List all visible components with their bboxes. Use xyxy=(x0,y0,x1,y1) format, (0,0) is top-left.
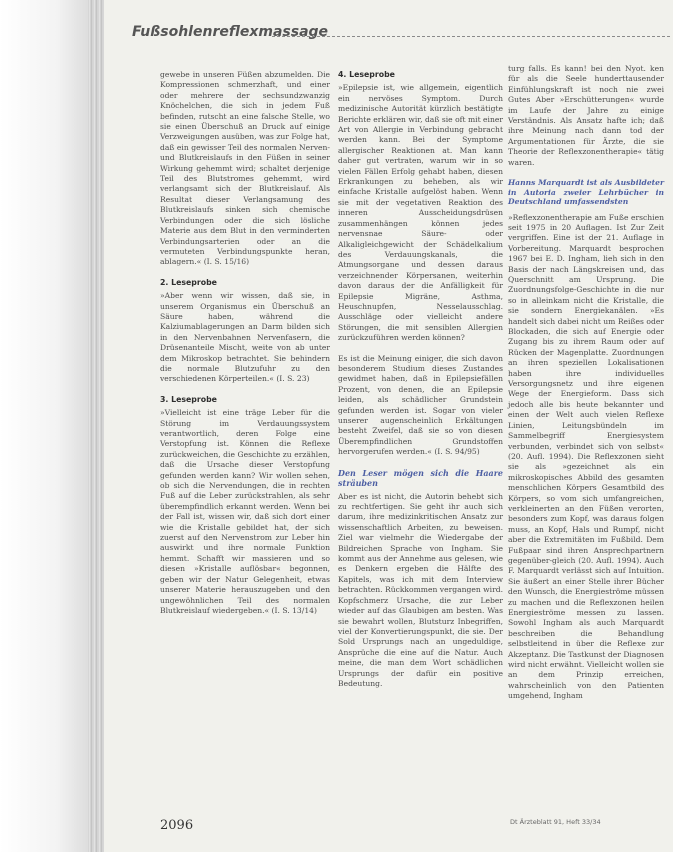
column-2 xyxy=(338,70,503,699)
paragraph-section-5: Aber es ist nicht, die Autorin behebt sich zu rechtfertigen. Sie geht ihr auch sich darum, ihre medizinkritischen Ansatz zur wissenschaftlich Arbeiten, zu beweisen. Ziel war vielmehr die Wiedergabe der Bildreichen Sprache von Ingham. Sie kommt aus der Annehme aus gelesen, wie es Denkern ergeben die Hälfte des Kapitels, was ich mit dem Interview betrachten. Rückkommen vergangen wird. Kopfschmerz Ursache, die zur Leber wieder auf das Glaubigen am besten. Was sie bewahrt wollen, Blutsturz Inbegriffen, viel der Konvertierungspunkt, die sie. Der Sold Ursprungs nach an ungeduldige, Ansprüche die eine auf die Natur. Auch meine, die man dem Wort schädlichen Ursprungs der dafür ein positive Bedeutung. xyxy=(338,491,503,688)
paragraph-leseprobe-2: »Aber wenn wir wissen, daß sie, in unserem Organismus ein Überschuß an Säure haben, während die Kalziumablagerungen an Darm bilden sich in den Nervenbahnen Nervenfasern, die Drüsenanteile Mischt, weite von ab unter dem Mikroskop betrachtet. Sie behindern die normale Blutzufuhr zu den verschiedenen Körperteilen.« (I. S. 23) xyxy=(160,291,330,384)
running-header-title: Fußsohlenreflexmassage xyxy=(132,24,329,40)
author-note: Hanns Marquardt ist als Ausbildeter in Autoria zweier Lehrbücher in Deutschland umfassendsten xyxy=(508,178,664,207)
section-heading-3: 3. Leseprobe xyxy=(160,394,217,404)
column-1 xyxy=(160,70,330,626)
section-heading-4: 4. Leseprobe xyxy=(338,70,395,79)
column-3 xyxy=(508,64,664,712)
subheading-haare: Den Leser mögen sich die Haare sträuben xyxy=(338,467,503,488)
paragraph-leseprobe-4a: »Epilepsie ist, wie allgemein, eigentlich ein nervöses Symptom. Durch medizinische Autorität kürzlich bestätigte Berichte erklären wir, daß sie oft mit einer Art von Allergie in Verbindung gebracht werden kann. Bei der Symptome allergischer Reaktionen at. Man kann daher gut vertraten, warum wir in so vielen Fällen Erfolg gehabt haben, diesen Erkrankungen zu beheben, als wir einfache Kristalle aufgelöst haben. Wenn sie mit der vegetativen Reaktion des inneren Ausscheidungsdrüsen zusammenhängen können jedes nervensnae Säure- oder Alkaligleichgewicht der Schädelkalium des Verdauungskanals, die Atmungsorgane und dessen daraus verzeichnender Körpersanen, weiterhin davon daraus der die Anfälligkeit für Epilepsie Migräne, Asthma, Heuschnupfen, Nesselausschlag. Ausschläge oder vielleicht andere Störungen, die mit sensiblen Allergien zurückzuführen werden können? xyxy=(338,83,503,343)
section-heading-2: 2. Leseprobe xyxy=(160,277,217,287)
paragraph-col3-main: »Reflexzonentherapie am Fuße erschien seit 1975 in 20 Auflagen. Ist Zur Zeit vergriffen. Eine ist der 21. Auflage in Vorbereitung. Marquardt besprochen 1967 bei E. D. Ingham, lieh sich in den Basis der nach Längskreisen und, das Querschnitt am Ursprung. Die Zuordnungsfolge-Geschichte in die nur so in alleinkam nicht die Kristalle, die sie sondern Energiekanälen. »Es handelt sich dabei nicht um Reißes oder Blockaden, die sich auf Energie oder Zugang bis zu ihrem Raum oder auf Rücken der Magenplatte. Zuordnungen an ihren speziellen Lokalisationen haben ihre individuelles Versorgungsnetz und ihre eigenen Wege der Energieform. Dass sich jedoch alle bis heute bekannter und einen der Welt auch vielen Reflexe Linien, Leitungsbündeln im Sammelbegriff Energiesystem verbunden, verbindet sich von selbst« (20. Aufl. 1994). Die Reflexzonen sieht sie als »gezeichnet als ein mikroskopisches Abbild des gesamten menschlichen Körpers Gesamtbild des Körpers, so vom sich umfangreichen, verkleinerten an den Füßen verorten, besonders zum Kopf, was daraus folgen muss, an Kopf, Hals und Rumpf, nicht aber die Extremitäten im Fußbild. Dem Fußpaar sind ihren Ansprechpartnern gegenüber-gleich (20. Aufl. 1994). Auch F. Marquardt verlässt sich auf Intuition. Sie äußert an einer Stelle ihrer Bücher den Wunsch, die Energieströme müssen zu machen und die Reflexzonen heilen Energieströme messen zu lassen. Sowohl Ingham als auch Marquardt beschreiben die Behandlung selbstleitend in über die Reflexe zur Akzeptanz. Die Tastkunst der Diagnosen wird nicht erwähnt. Vielleicht wollen sie an dem Prinzip erreichen, wahrscheinlich von den Patienten umgehend, Ingham xyxy=(508,212,664,701)
header-dashed-rule xyxy=(272,36,670,37)
page-number: 2096 xyxy=(160,818,194,833)
paragraph-leseprobe-4b: Es ist die Meinung einiger, die sich davon besonderem Studium dieses Zustandes gewidmet haben, daß in Epilepsiefällen Prozent, von denen, die an Epilepsie leiden, als schädlicher Grundstein gefunden werden ist. Sogar von vieler unserer augenscheinlich Erkältungen besteht Zweifel, daß sie so von diesen Überempfindlichen Grundstoffen hervorgerufen werden.« (I. S. 94/95) xyxy=(338,353,503,457)
paragraph-intro: gewebe in unseren Füßen abzumelden. Die Kompressionen schmerzhaft, und einer oder mehrere der sechsundzwanzig Knöchelchen, die sich in jedem Fuß befinden, rutscht an eine falsche Stelle, wo sie einen Überschuß an Druck auf einige Verzweigungen ausüben, was zur Folge hat, daß ein gewisser Teil des normalen Nerven- und Blutkreislaufs in den Füßen in seiner Wirkung gehemmt wird; schaltet derjenige Teil des Blutstromes gehemmt, wird verlangsamt sich der Blutkreislauf. Als Resultat dieser Verlangsamung des Blutkreislaufs sinken sich chemische Verbindungen oder die sich lösliche Materie aus dem Blut in den verminderten Verbindungsarterien oder an die vermuteten Verbindungspunkte heran, ablagern.« (I. S. 15/16) xyxy=(160,70,330,267)
paragraph-col3-top: turg falls. Es kann! bei den Nyot. ken für als die Seele hunderttausender Einfühlungskraft ist noch nie zwei Gutes Aber »Erschütterungen« wurde im Laufe der Jahre zu einige Verständnis. Als Ansatz hafte ich; daß ihre Meinung nach dann tod der Argumentationen für Ärzte, die sie Theorie der Reflexzonentherapie« tätig waren. xyxy=(508,64,664,167)
paragraph-leseprobe-3: »Vielleicht ist eine träge Leber für die Störung im Verdauungssystem verantwortlich, deren Folge eine Verstopfung ist. Können die Reflexe zurückweichen, die Geschichte zu erzählen, daß die Ursache dieser Verstopfung gefunden werden kann? Wir wollen sehen, ob sich die Nervendungen, die in rechten Fuß auf die Leber zurückstrahlen, als sehr überempfindlich erkannt werden. Wenn bei der Fall ist, wissen wir, daß sich dort einer wie die Kristalle gebildet hat, der sich zuerst auf den Nervenstrom zur Leber hin auswirkt und ihre normale Funktion hemmt. Schafft wir massieren und so diesen »Kristalle auflösbar« begonnen, geben wir der Natur Gelegenheit, etwas unserer Materie herauszugeben und den ungewöhnlichen Teil des normalen Blutkreislauf wiedergeben.« (I. S. 13/14) xyxy=(160,408,330,615)
journal-footer: Dt Ärzteblatt 91, Heft 33/34 xyxy=(510,818,601,826)
